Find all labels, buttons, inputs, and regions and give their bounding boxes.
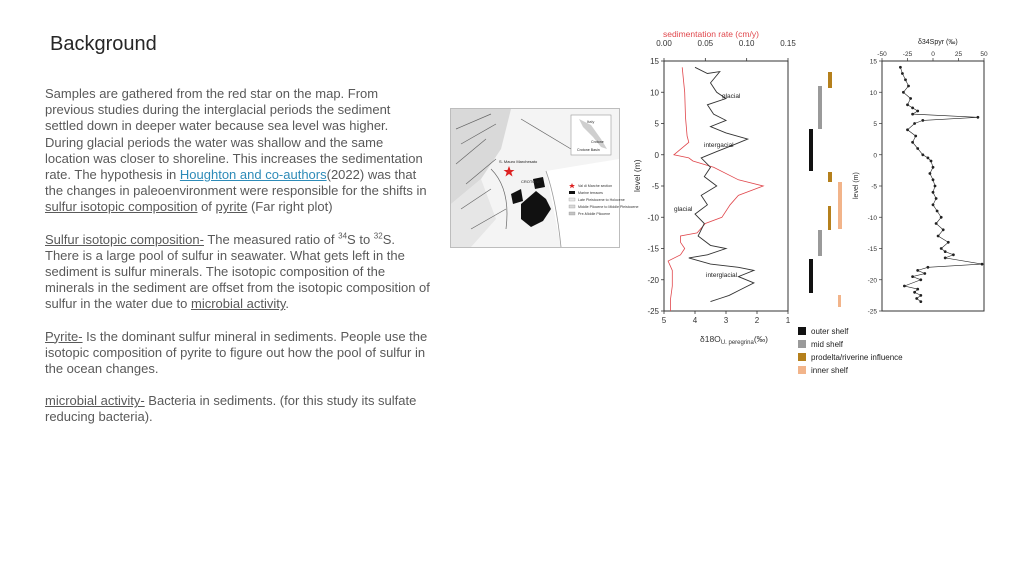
level-axis-label: level (m) <box>632 159 642 192</box>
s34-point <box>902 91 905 94</box>
map-basin-label: Crotone Basin <box>577 148 600 152</box>
pyrite-term: pyrite <box>215 199 248 215</box>
map-italy-label: Italy <box>587 119 595 124</box>
s34-point <box>915 297 918 300</box>
s34-point <box>940 216 943 219</box>
s34-point <box>940 247 943 250</box>
right-y-tick-label: -20 <box>867 277 877 285</box>
right-y-tick-label: -10 <box>867 214 877 222</box>
facies-bar-prodelta <box>828 72 832 88</box>
svg-text:Late Pleistocene to Holocene: Late Pleistocene to Holocene <box>578 198 625 202</box>
right-top-tick-label: -25 <box>902 51 913 58</box>
facies-bar-inner <box>838 295 841 307</box>
facies-bar-mid <box>818 86 822 129</box>
s34-point <box>903 285 906 288</box>
facies-bar-inner <box>838 182 842 229</box>
right-y-tick-label: 0 <box>873 152 877 160</box>
s34-point <box>935 222 938 225</box>
intro-paragraph: Samples are gathered from the red star on the map. From previous studies during the interglacial periods the sediment settled down in deeper water because sea level was higher. During glacial periods the water was shallow and the same location was closer to shoreline. This increases the sedimentation rate. The hypothesis in Houghton and co-authors(2022) was that the changes in paleoenvironment were responsible for the shifts in sulfur isotopic composition of pyrite (Far right plot) <box>45 86 427 215</box>
s34-point <box>919 300 922 303</box>
s34-points <box>899 66 983 303</box>
facies-bar-outer <box>809 129 813 171</box>
s34-axis-ticks <box>877 51 988 61</box>
right-level-axis-ticks <box>868 59 882 316</box>
slide-title: Background <box>50 33 157 55</box>
facies-column <box>809 72 842 307</box>
annotation-interglacial-1: intergacial <box>704 142 734 149</box>
top-tick-label: 0.10 <box>738 39 755 48</box>
y-tick-label: -5 <box>651 182 659 191</box>
s34-point <box>932 191 935 194</box>
s34-point <box>909 97 912 100</box>
right-y-tick-label: -25 <box>867 308 877 316</box>
s34-line <box>900 67 982 301</box>
y-tick-label: -10 <box>647 213 659 223</box>
s34-point <box>932 166 935 169</box>
s34-point <box>913 122 916 125</box>
o18-axis-label: $\delta 18O_{U. peregrina}(‰)$ <box>700 334 769 346</box>
s34-point <box>904 78 907 81</box>
pyrite-definition-term: Pyrite- <box>45 328 83 344</box>
right-top-tick-label: 0 <box>931 51 935 58</box>
right-y-tick-label: 15 <box>869 58 877 66</box>
s34-point <box>937 235 940 238</box>
legend-label: inner shelf <box>811 366 848 375</box>
right-y-tick-label: -5 <box>871 183 877 191</box>
microbial-definition-term: microbial activity- <box>45 393 145 409</box>
s34-point <box>944 257 947 260</box>
top-tick-label: 0.15 <box>780 39 796 48</box>
map-town-label: CROTONE <box>521 179 541 184</box>
s34-point <box>916 269 919 272</box>
bottom-tick-label: 4 <box>692 316 698 325</box>
svg-text:Middle Pliocene to Middle Plei: Middle Pliocene to Middle Pleistocene <box>578 205 639 209</box>
legend-label: prodelta/riverine influence <box>811 353 903 362</box>
facies-legend <box>798 327 903 375</box>
s34-point <box>916 110 919 113</box>
s34-point <box>944 250 947 253</box>
s34-point <box>913 291 916 294</box>
s34-point <box>901 72 904 75</box>
s34-axis-label: δ34Spyr (‰) <box>918 39 958 46</box>
legend-label: mid shelf <box>811 340 844 349</box>
y-tick-label: -25 <box>647 307 659 316</box>
right-y-tick-label: 5 <box>873 121 877 128</box>
svg-text:Marine terraces: Marine terraces <box>578 191 603 195</box>
panel2-frame <box>882 61 984 311</box>
y-tick-label: 5 <box>654 119 659 129</box>
sulfur-isotopic-term: sulfur isotopic composition <box>45 199 198 215</box>
bottom-tick-label: 1 <box>785 316 791 325</box>
svg-text:Pre-Middle Pliocene: Pre-Middle Pliocene <box>578 212 611 216</box>
right-level-axis-label: level (m) <box>853 172 860 199</box>
map-town-label-inset: Crotone <box>591 140 604 144</box>
o18-axis-ticks <box>662 311 791 325</box>
s34-point <box>932 203 935 206</box>
top-tick-label: 0.00 <box>656 39 672 48</box>
s34-point <box>981 263 984 266</box>
y-tick-label: -20 <box>647 275 659 285</box>
s34-point <box>899 66 902 69</box>
annotation-glacial-1: glacial <box>722 93 741 100</box>
stratigraphic-figure <box>628 24 998 384</box>
svg-text:Val di Marche section: Val di Marche section <box>578 184 613 188</box>
s34-point <box>907 85 910 88</box>
microbial-definition: microbial activity- Bacteria in sediments. (for this study its sulfate reducing bacteria). <box>45 393 417 425</box>
level-axis-ticks <box>647 57 664 316</box>
facies-bar-prodelta <box>828 206 831 230</box>
y-tick-label: -15 <box>647 244 659 254</box>
s34-point <box>911 141 914 144</box>
o18-line <box>689 67 754 301</box>
s34-point <box>923 272 926 275</box>
right-top-tick-label: 50 <box>980 51 988 58</box>
s34-point <box>977 116 980 119</box>
bottom-tick-label: 2 <box>754 316 760 325</box>
right-y-tick-label: 10 <box>869 89 877 97</box>
annotation-glacial-2: glacial <box>674 206 693 213</box>
s34-point <box>952 253 955 256</box>
sed-rate-ticks <box>656 39 796 61</box>
s34-point <box>929 172 932 175</box>
sulfur-definition: Sulfur isotopic composition- The measured ratio of $^{34}$S to $^{32}$S. There is a large pool of sulfur in seawater. What gets left in the sediment is sulfur minerals. The isotopic composition of the minerals in the sediment are offset from the isotopic composition of sulfur in the water due to microbial activity. <box>45 231 430 312</box>
s34-point <box>930 160 933 163</box>
s34-point <box>919 278 922 281</box>
sed-rate-axis-label: sedimentation rate (cm/y) <box>663 29 759 39</box>
s34-point <box>919 294 922 297</box>
facies-bar-outer <box>809 259 813 293</box>
right-y-tick-label: -15 <box>867 246 877 253</box>
y-tick-label: 10 <box>650 88 659 98</box>
legend-label: outer shelf <box>811 327 849 336</box>
microbial-activity-term: microbial activity <box>190 296 286 312</box>
s34-point <box>911 107 914 110</box>
s34-point <box>921 153 924 156</box>
pyrite-definition: Pyrite- Is the dominant sulfur mineral in sediments. People use the isotopic composition of pyrite to figure out how the pool of sulfur in the ocean changes. <box>45 328 428 377</box>
s34-point <box>934 185 937 188</box>
legend-swatch <box>798 340 806 348</box>
s34-point <box>911 275 914 278</box>
s34-point <box>921 119 924 122</box>
top-tick-label: 0.05 <box>697 39 714 48</box>
bottom-tick-label: 3 <box>723 316 729 325</box>
s34-point <box>927 157 930 160</box>
s34-point <box>914 135 917 138</box>
facies-bar-prodelta <box>828 172 832 182</box>
s34-point <box>916 288 919 291</box>
legend-swatch <box>798 366 806 374</box>
s34-point <box>947 241 950 244</box>
s34-point <box>932 178 935 181</box>
s34-point <box>942 228 945 231</box>
sulfur-definition-term: Sulfur isotopic composition- <box>45 231 204 247</box>
s34-point <box>936 210 939 213</box>
right-top-tick-label: 25 <box>954 51 963 58</box>
body-text <box>45 86 430 442</box>
s34-point <box>916 147 919 150</box>
y-tick-label: 0 <box>654 150 659 160</box>
s34-point <box>906 103 909 106</box>
map-site-label: S. Mauro Marchesato <box>499 159 538 164</box>
houghton-link[interactable]: Houghton and co-authors <box>179 167 327 183</box>
s34-point <box>927 266 930 269</box>
s34-point <box>911 113 914 116</box>
legend-swatch <box>798 327 806 335</box>
annotation-interglacial-2: interglacial <box>706 272 738 279</box>
bottom-tick-label: 5 <box>661 316 667 325</box>
facies-bar-mid <box>818 230 822 256</box>
s34-point <box>906 128 909 131</box>
s34-point <box>935 197 938 200</box>
y-tick-label: 15 <box>650 57 659 66</box>
legend-swatch <box>798 353 806 361</box>
right-top-tick-label: -50 <box>877 51 887 58</box>
